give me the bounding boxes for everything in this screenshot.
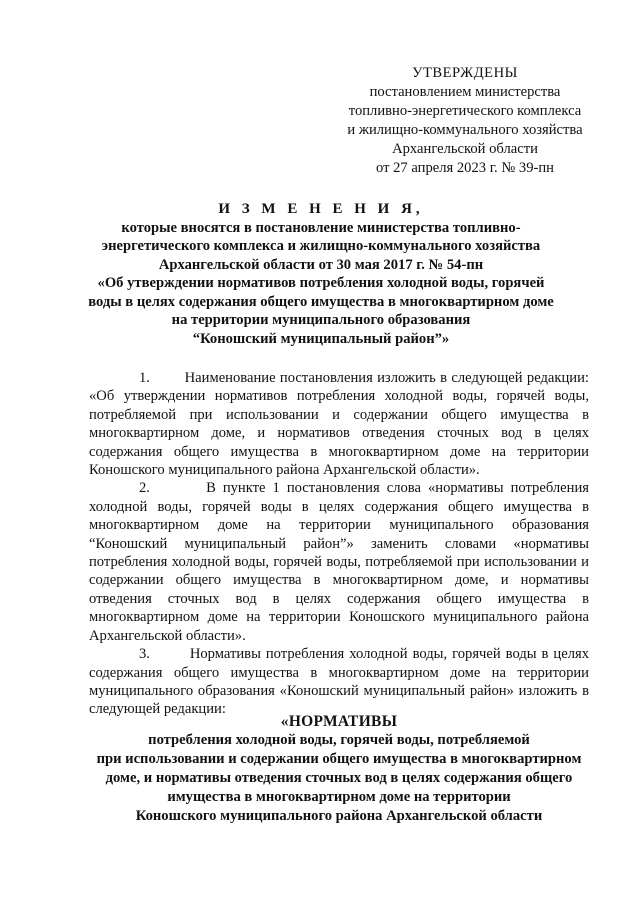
norms-subtitle-line: имущества в многоквартирном доме на территории [167,789,511,805]
changes-title-block [86,200,556,348]
norms-subtitle-line: потребления холодной воды, горячей воды, потребляемой [148,732,530,748]
item-paragraph-1: 1. Наименование постановления изложить в следующей редакции: «Об утверждении нормативов потребления холодной воды, горячей воды, потребляемой при использовании и содержании общего имущества в многоквартирном доме, и нормативов отведения сточных вод в целях содержания общего имущества в многоквартирном доме на территории Коношского муниципального района Архангельской области». [89,370,589,479]
approval-heading: УТВЕРЖДЕНЫ [412,65,518,81]
norms-subtitle-line: при использовании и содержании общего имущества в многоквартирном [96,751,582,767]
changes-subtitle-line: энергетического комплекса и жилищно-коммунального хозяйства [101,238,541,254]
changes-title: И З М Е Н Е Н И Я, [218,201,424,217]
approval-line: Архангельской области [392,141,538,157]
changes-subtitle-line: “Коношский муниципальный район”» [192,330,450,347]
approval-line: постановлением министерства [369,84,561,100]
norms-title: «НОРМАТИВЫ [280,713,398,730]
changes-subtitle-line: Архангельской области от 30 мая 2017 г. № 54-пн [158,256,484,273]
changes-subtitle-line: которые вносятся в постановление министерства топливно- [121,219,521,236]
approval-line: и жилищно-коммунального хозяйства [347,122,583,138]
approval-line: от 27 апреля 2023 г. № 39-пн [375,160,554,176]
item-paragraph-2: 2. В пункте 1 постановления слова «нормативы потребления холодной воды, горячей воды в целях содержания общего имущества в многоквартирном доме на территории муниципального образования “Коношский муниципальный район”» заменить словами «нормативы потребления холодной воды, горячей воды, потребляемой при использовании и содержании общего имущества в многоквартирном доме, и нормативы отведения сточных вод в целях содержания общего имущества в многоквартирном доме на территории Коношского муниципального района Архангельской области». [89,480,589,644]
item-paragraph-3: 3. Нормативы потребления холодной воды, горячей воды в целях содержания общего имущества в многоквартирном доме на территории муниципального образования «Коношский муниципальный район» изложить в следующей редакции: [89,646,589,718]
approval-line: топливно-энергетического комплекса [348,103,582,119]
document-body [89,369,589,719]
changes-subtitle-line: «Об утверждении нормативов потребления холодной воды, горячей [97,275,545,291]
changes-subtitle-line: воды в целях содержания общего имущества в многоквартирном доме [88,293,554,310]
norms-subtitle-line: Коношского муниципального района Архангельской области [135,808,543,824]
norms-heading-block [96,712,582,826]
norms-subtitle-line: доме, и нормативы отведения сточных вод в целях содержания общего [105,770,573,786]
approval-stamp [330,64,600,178]
changes-subtitle-line: на территории муниципального образования [171,312,471,328]
